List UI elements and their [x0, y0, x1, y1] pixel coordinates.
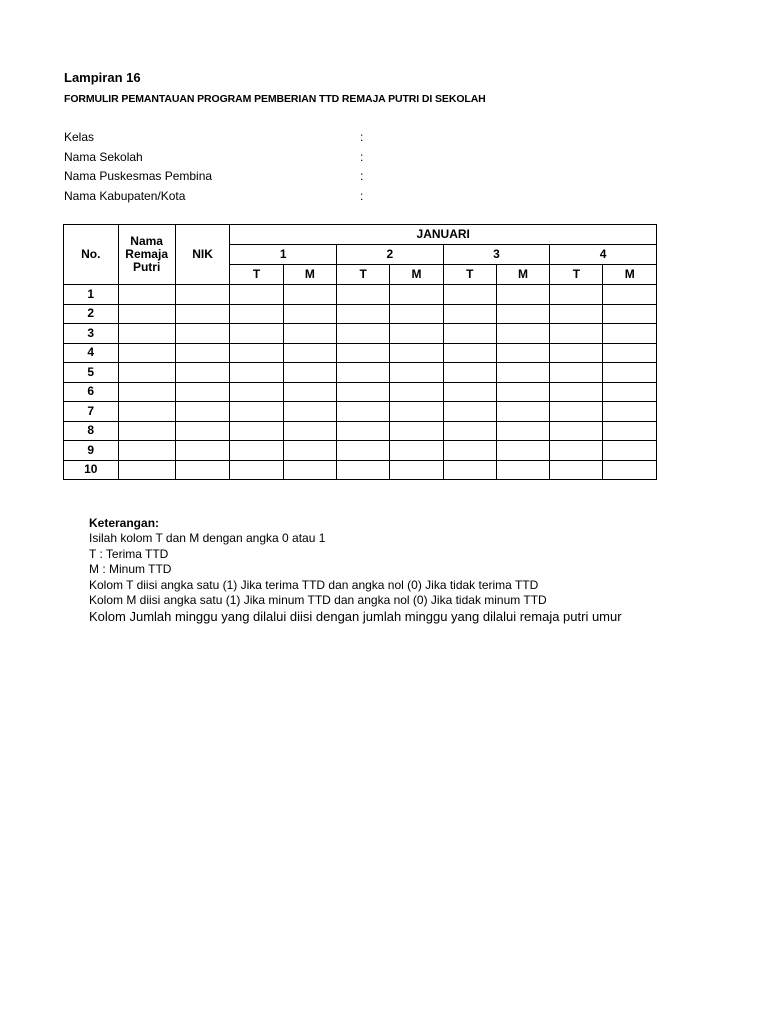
table-row	[64, 343, 657, 363]
header-week: 3	[443, 245, 550, 265]
fill-in-cell[interactable]	[230, 441, 283, 461]
fill-in-cell[interactable]	[175, 363, 230, 383]
table-row	[64, 421, 657, 441]
fill-in-cell[interactable]	[230, 285, 283, 305]
fill-in-cell[interactable]	[603, 285, 657, 305]
notes-section	[89, 516, 669, 625]
header-week: 1	[230, 245, 337, 265]
fill-in-cell[interactable]	[603, 421, 657, 441]
row-number: 5	[64, 363, 119, 383]
fill-in-cell[interactable]	[175, 382, 230, 402]
header-week: 4	[550, 245, 657, 265]
fill-in-cell[interactable]	[230, 402, 283, 422]
fill-in-cell[interactable]	[337, 343, 390, 363]
fill-in-cell[interactable]	[496, 324, 549, 344]
fill-in-cell[interactable]	[175, 304, 230, 324]
info-colon: :	[360, 169, 364, 183]
fill-in-cell[interactable]	[496, 441, 549, 461]
fill-in-cell[interactable]	[443, 343, 496, 363]
header-sub-t: T	[550, 265, 603, 285]
fill-in-cell[interactable]	[118, 324, 175, 344]
row-number: 2	[64, 304, 119, 324]
fill-in-cell[interactable]	[603, 382, 657, 402]
table-row	[64, 363, 657, 383]
note-line: Kolom Jumlah minggu yang dilalui diisi dengan jumlah minggu yang dilalui remaja putri umur	[89, 608, 622, 624]
header-sub-t: T	[337, 265, 390, 285]
fill-in-cell[interactable]	[443, 304, 496, 324]
fill-in-cell[interactable]	[390, 304, 443, 324]
fill-in-cell[interactable]	[550, 304, 603, 324]
fill-in-cell[interactable]	[550, 402, 603, 422]
fill-in-cell[interactable]	[118, 382, 175, 402]
fill-in-cell[interactable]	[390, 324, 443, 344]
fill-in-cell[interactable]	[175, 460, 230, 480]
row-number: 8	[64, 421, 119, 441]
fill-in-cell[interactable]	[337, 285, 390, 305]
fill-in-cell[interactable]	[118, 421, 175, 441]
fill-in-cell[interactable]	[337, 363, 390, 383]
note-line: Kolom M diisi angka satu (1) Jika minum TTD dan angka nol (0) Jika tidak minum TTD	[89, 593, 547, 607]
fill-in-cell[interactable]	[283, 441, 336, 461]
fill-in-cell[interactable]	[230, 421, 283, 441]
info-label: Nama Puskesmas Pembina	[64, 169, 213, 183]
info-row-nama-sekolah	[64, 148, 394, 168]
fill-in-cell[interactable]	[118, 460, 175, 480]
fill-in-cell[interactable]	[175, 324, 230, 344]
note-line: M : Minum TTD	[89, 562, 172, 576]
info-row-puskesmas	[64, 167, 394, 187]
header-sub-m: M	[390, 265, 443, 285]
fill-in-cell[interactable]	[443, 402, 496, 422]
fill-in-cell[interactable]	[443, 441, 496, 461]
fill-in-cell[interactable]	[175, 421, 230, 441]
header-sub-t: T	[443, 265, 496, 285]
fill-in-cell[interactable]	[390, 441, 443, 461]
fill-in-cell[interactable]	[283, 285, 336, 305]
fill-in-cell[interactable]	[230, 324, 283, 344]
header-sub-m: M	[603, 265, 657, 285]
fill-in-cell[interactable]	[337, 402, 390, 422]
fill-in-cell[interactable]	[230, 382, 283, 402]
fill-in-cell[interactable]	[283, 402, 336, 422]
info-colon: :	[360, 149, 364, 164]
table-row	[64, 304, 657, 324]
fill-in-cell[interactable]	[118, 363, 175, 383]
header-month: JANUARI	[230, 225, 657, 245]
fill-in-cell[interactable]	[230, 343, 283, 363]
fill-in-cell[interactable]	[175, 441, 230, 461]
form-subtitle: FORMULIR PEMANTAUAN PROGRAM PEMBERIAN TTD REMAJA PUTRI DI SEKOLAH	[64, 93, 486, 105]
info-label: Kelas	[64, 130, 95, 144]
fill-in-cell[interactable]	[118, 285, 175, 305]
table-row	[64, 324, 657, 344]
table-row	[64, 460, 657, 480]
fill-in-cell[interactable]	[230, 460, 283, 480]
table-body	[64, 285, 657, 480]
row-number: 4	[64, 343, 119, 363]
fill-in-cell[interactable]	[337, 324, 390, 344]
fill-in-cell[interactable]	[283, 460, 336, 480]
header-week: 2	[337, 245, 444, 265]
fill-in-cell[interactable]	[337, 421, 390, 441]
fill-in-cell[interactable]	[550, 460, 603, 480]
fill-in-cell[interactable]	[496, 304, 549, 324]
table-row	[64, 441, 657, 461]
info-colon: :	[360, 130, 364, 144]
table-row	[64, 382, 657, 402]
fill-in-cell[interactable]	[118, 304, 175, 324]
fill-in-cell[interactable]	[175, 343, 230, 363]
header-sub-m: M	[283, 265, 336, 285]
header-nik: NIK	[175, 225, 230, 285]
info-label: Nama Kabupaten/Kota	[64, 188, 186, 203]
fill-in-cell[interactable]	[118, 441, 175, 461]
table-row	[64, 285, 657, 305]
info-fields	[64, 128, 394, 206]
table-row	[64, 402, 657, 422]
row-number: 7	[64, 402, 119, 422]
fill-in-cell[interactable]	[496, 343, 549, 363]
fill-in-cell[interactable]	[390, 460, 443, 480]
fill-in-cell[interactable]	[603, 363, 657, 383]
notes-heading: Keterangan:	[89, 516, 160, 530]
fill-in-cell[interactable]	[496, 460, 549, 480]
note-line: Isilah kolom T dan M dengan angka 0 atau 1	[89, 531, 326, 545]
fill-in-cell[interactable]	[550, 441, 603, 461]
info-label: Nama Sekolah	[64, 149, 143, 164]
fill-in-cell[interactable]	[283, 382, 336, 402]
fill-in-cell[interactable]	[550, 324, 603, 344]
fill-in-cell[interactable]	[603, 343, 657, 363]
fill-in-cell[interactable]	[603, 402, 657, 422]
fill-in-cell[interactable]	[550, 421, 603, 441]
fill-in-cell[interactable]	[496, 421, 549, 441]
fill-in-cell[interactable]	[550, 382, 603, 402]
fill-in-cell[interactable]	[603, 460, 657, 480]
fill-in-cell[interactable]	[443, 363, 496, 383]
monitoring-table-region	[63, 224, 657, 480]
fill-in-cell[interactable]	[550, 285, 603, 305]
page-title: Lampiran 16	[64, 70, 141, 85]
row-number: 9	[64, 441, 119, 461]
fill-in-cell[interactable]	[230, 363, 283, 383]
fill-in-cell[interactable]	[443, 421, 496, 441]
header-sub-m: M	[496, 265, 549, 285]
fill-in-cell[interactable]	[283, 343, 336, 363]
fill-in-cell[interactable]	[337, 382, 390, 402]
fill-in-cell[interactable]	[496, 285, 549, 305]
fill-in-cell[interactable]	[283, 421, 336, 441]
note-line: T : Terima TTD	[89, 546, 169, 561]
fill-in-cell[interactable]	[443, 285, 496, 305]
info-colon: :	[360, 188, 364, 203]
fill-in-cell[interactable]	[496, 363, 549, 383]
fill-in-cell[interactable]	[283, 363, 336, 383]
row-number: 1	[64, 285, 119, 305]
row-number: 6	[64, 382, 119, 402]
note-line: Kolom T diisi angka satu (1) Jika terima TTD dan angka nol (0) Jika tidak terima TTD	[89, 577, 539, 592]
info-row-kelas	[64, 128, 394, 148]
fill-in-cell[interactable]	[175, 285, 230, 305]
fill-in-cell[interactable]	[283, 304, 336, 324]
row-number: 3	[64, 324, 119, 344]
fill-in-cell[interactable]	[496, 402, 549, 422]
fill-in-cell[interactable]	[443, 460, 496, 480]
fill-in-cell[interactable]	[603, 441, 657, 461]
fill-in-cell[interactable]	[337, 460, 390, 480]
fill-in-cell[interactable]	[390, 363, 443, 383]
fill-in-cell[interactable]	[337, 441, 390, 461]
fill-in-cell[interactable]	[390, 402, 443, 422]
fill-in-cell[interactable]	[337, 304, 390, 324]
fill-in-cell[interactable]	[550, 363, 603, 383]
fill-in-cell[interactable]	[390, 343, 443, 363]
fill-in-cell[interactable]	[390, 421, 443, 441]
header-sub-t: T	[230, 265, 283, 285]
fill-in-cell[interactable]	[603, 304, 657, 324]
fill-in-cell[interactable]	[175, 402, 230, 422]
fill-in-cell[interactable]	[118, 343, 175, 363]
fill-in-cell[interactable]	[390, 285, 443, 305]
fill-in-cell[interactable]	[230, 304, 283, 324]
header-no: No.	[64, 225, 119, 285]
fill-in-cell[interactable]	[390, 382, 443, 402]
fill-in-cell[interactable]	[496, 382, 549, 402]
row-number: 10	[64, 460, 119, 480]
fill-in-cell[interactable]	[550, 343, 603, 363]
monitoring-table	[63, 224, 657, 480]
fill-in-cell[interactable]	[443, 382, 496, 402]
fill-in-cell[interactable]	[283, 324, 336, 344]
header-nama-remaja-putri: Nama Remaja Putri	[118, 225, 175, 285]
fill-in-cell[interactable]	[118, 402, 175, 422]
info-row-kabupaten	[64, 187, 394, 207]
fill-in-cell[interactable]	[443, 324, 496, 344]
fill-in-cell[interactable]	[603, 324, 657, 344]
